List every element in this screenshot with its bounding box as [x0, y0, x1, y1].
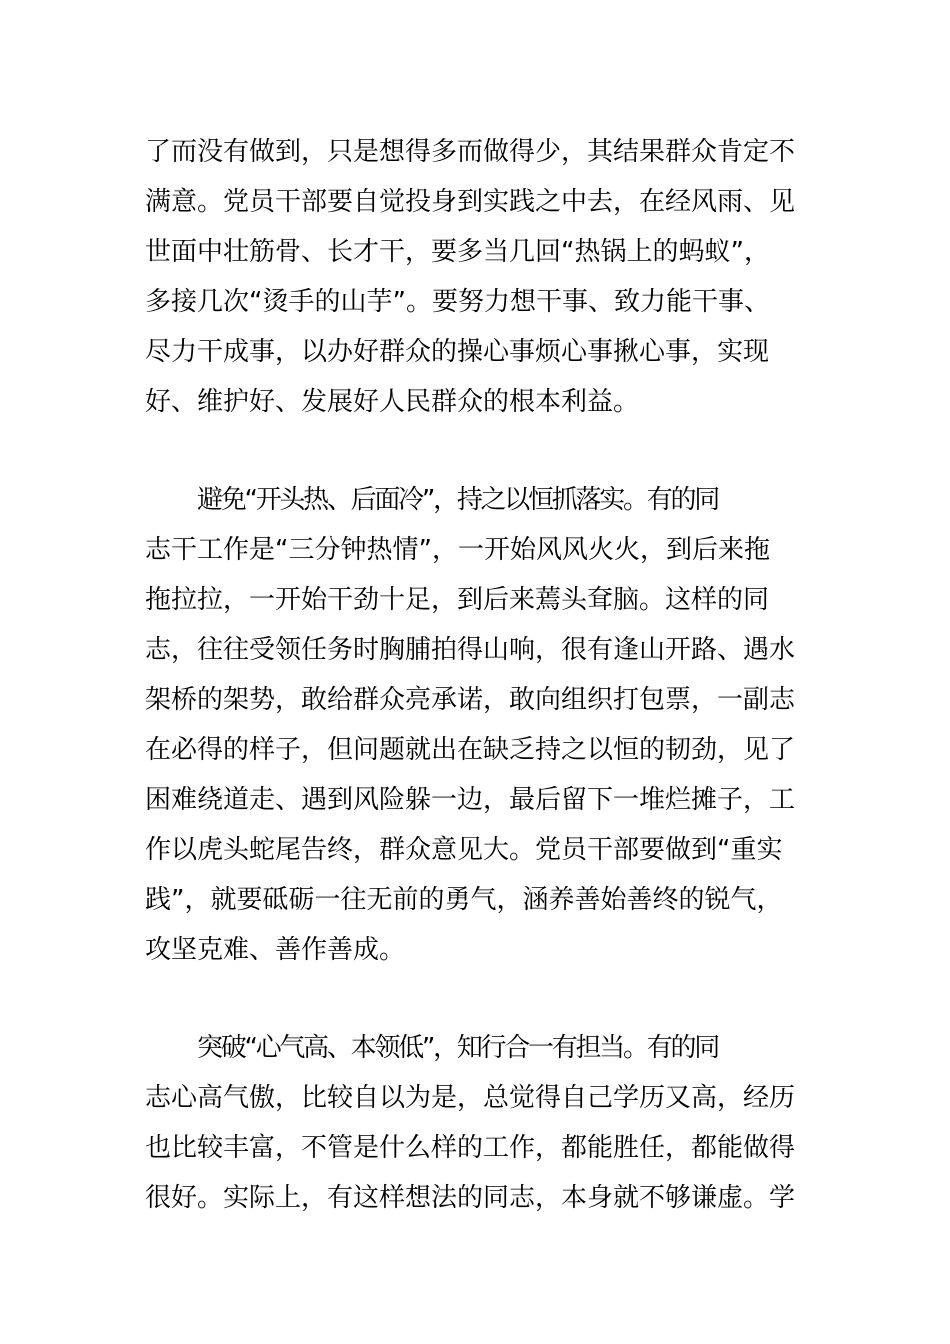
- text-line: 避免“开头热、后面冷”，持之以恒抓落实。有的同: [197, 485, 718, 515]
- text-line: 很好。实际上，有这样想法的同志，本身就不够谦虚。学: [145, 1183, 796, 1213]
- text-line: 拖拉拉，一开始干劲十足，到后来蔫头耷脑。这样的同: [145, 585, 770, 615]
- text-line: 突破“心气高、本领低”，知行合一有担当。有的同: [197, 1033, 718, 1063]
- text-line: 困难绕道走、遇到风险躲一边，最后留下一堆烂摊子，工: [145, 785, 796, 815]
- text-line: 尽力干成事，以办好群众的操心事烦心事揪心事，实现: [145, 337, 770, 367]
- text-line: 了而没有做到，只是想得多而做得少，其结果群众肯定不: [145, 137, 796, 167]
- text-line: 架桥的架势，敢给群众亮承诺，敢向组织打包票，一副志: [145, 685, 796, 715]
- text-line: 志心高气傲，比较自以为是，总觉得自己学历又高，经历: [145, 1083, 796, 1113]
- text-line: 践”，就要砥砺一往无前的勇气，涵养善始善终的锐气，: [145, 885, 783, 915]
- text-line: 在必得的样子，但问题就出在缺乏持之以恒的韧劲，见了: [145, 735, 796, 765]
- text-line: 也比较丰富，不管是什么样的工作，都能胜任，都能做得: [145, 1133, 796, 1163]
- text-line: 好、维护好、发展好人民群众的根本利益。: [145, 387, 640, 417]
- text-line: 世面中壮筋骨、长才干，要多当几回“热锅上的蚂蚁”，: [145, 237, 770, 267]
- text-line: 志干工作是“三分钟热情”，一开始风风火火，到后来拖: [145, 535, 770, 565]
- text-line: 多接几次“烫手的山芋”。要努力想干事、致力能干事、: [145, 287, 770, 317]
- text-line: 满意。党员干部要自觉投身到实践之中去，在经风雨、见: [145, 187, 796, 217]
- text-line: 攻坚克难、善作善成。: [145, 935, 406, 965]
- text-line: 作以虎头蛇尾告终，群众意见大。党员干部要做到“重实: [145, 835, 783, 865]
- text-line: 志，往往受领任务时胸脯拍得山响，很有逢山开路、遇水: [145, 635, 796, 665]
